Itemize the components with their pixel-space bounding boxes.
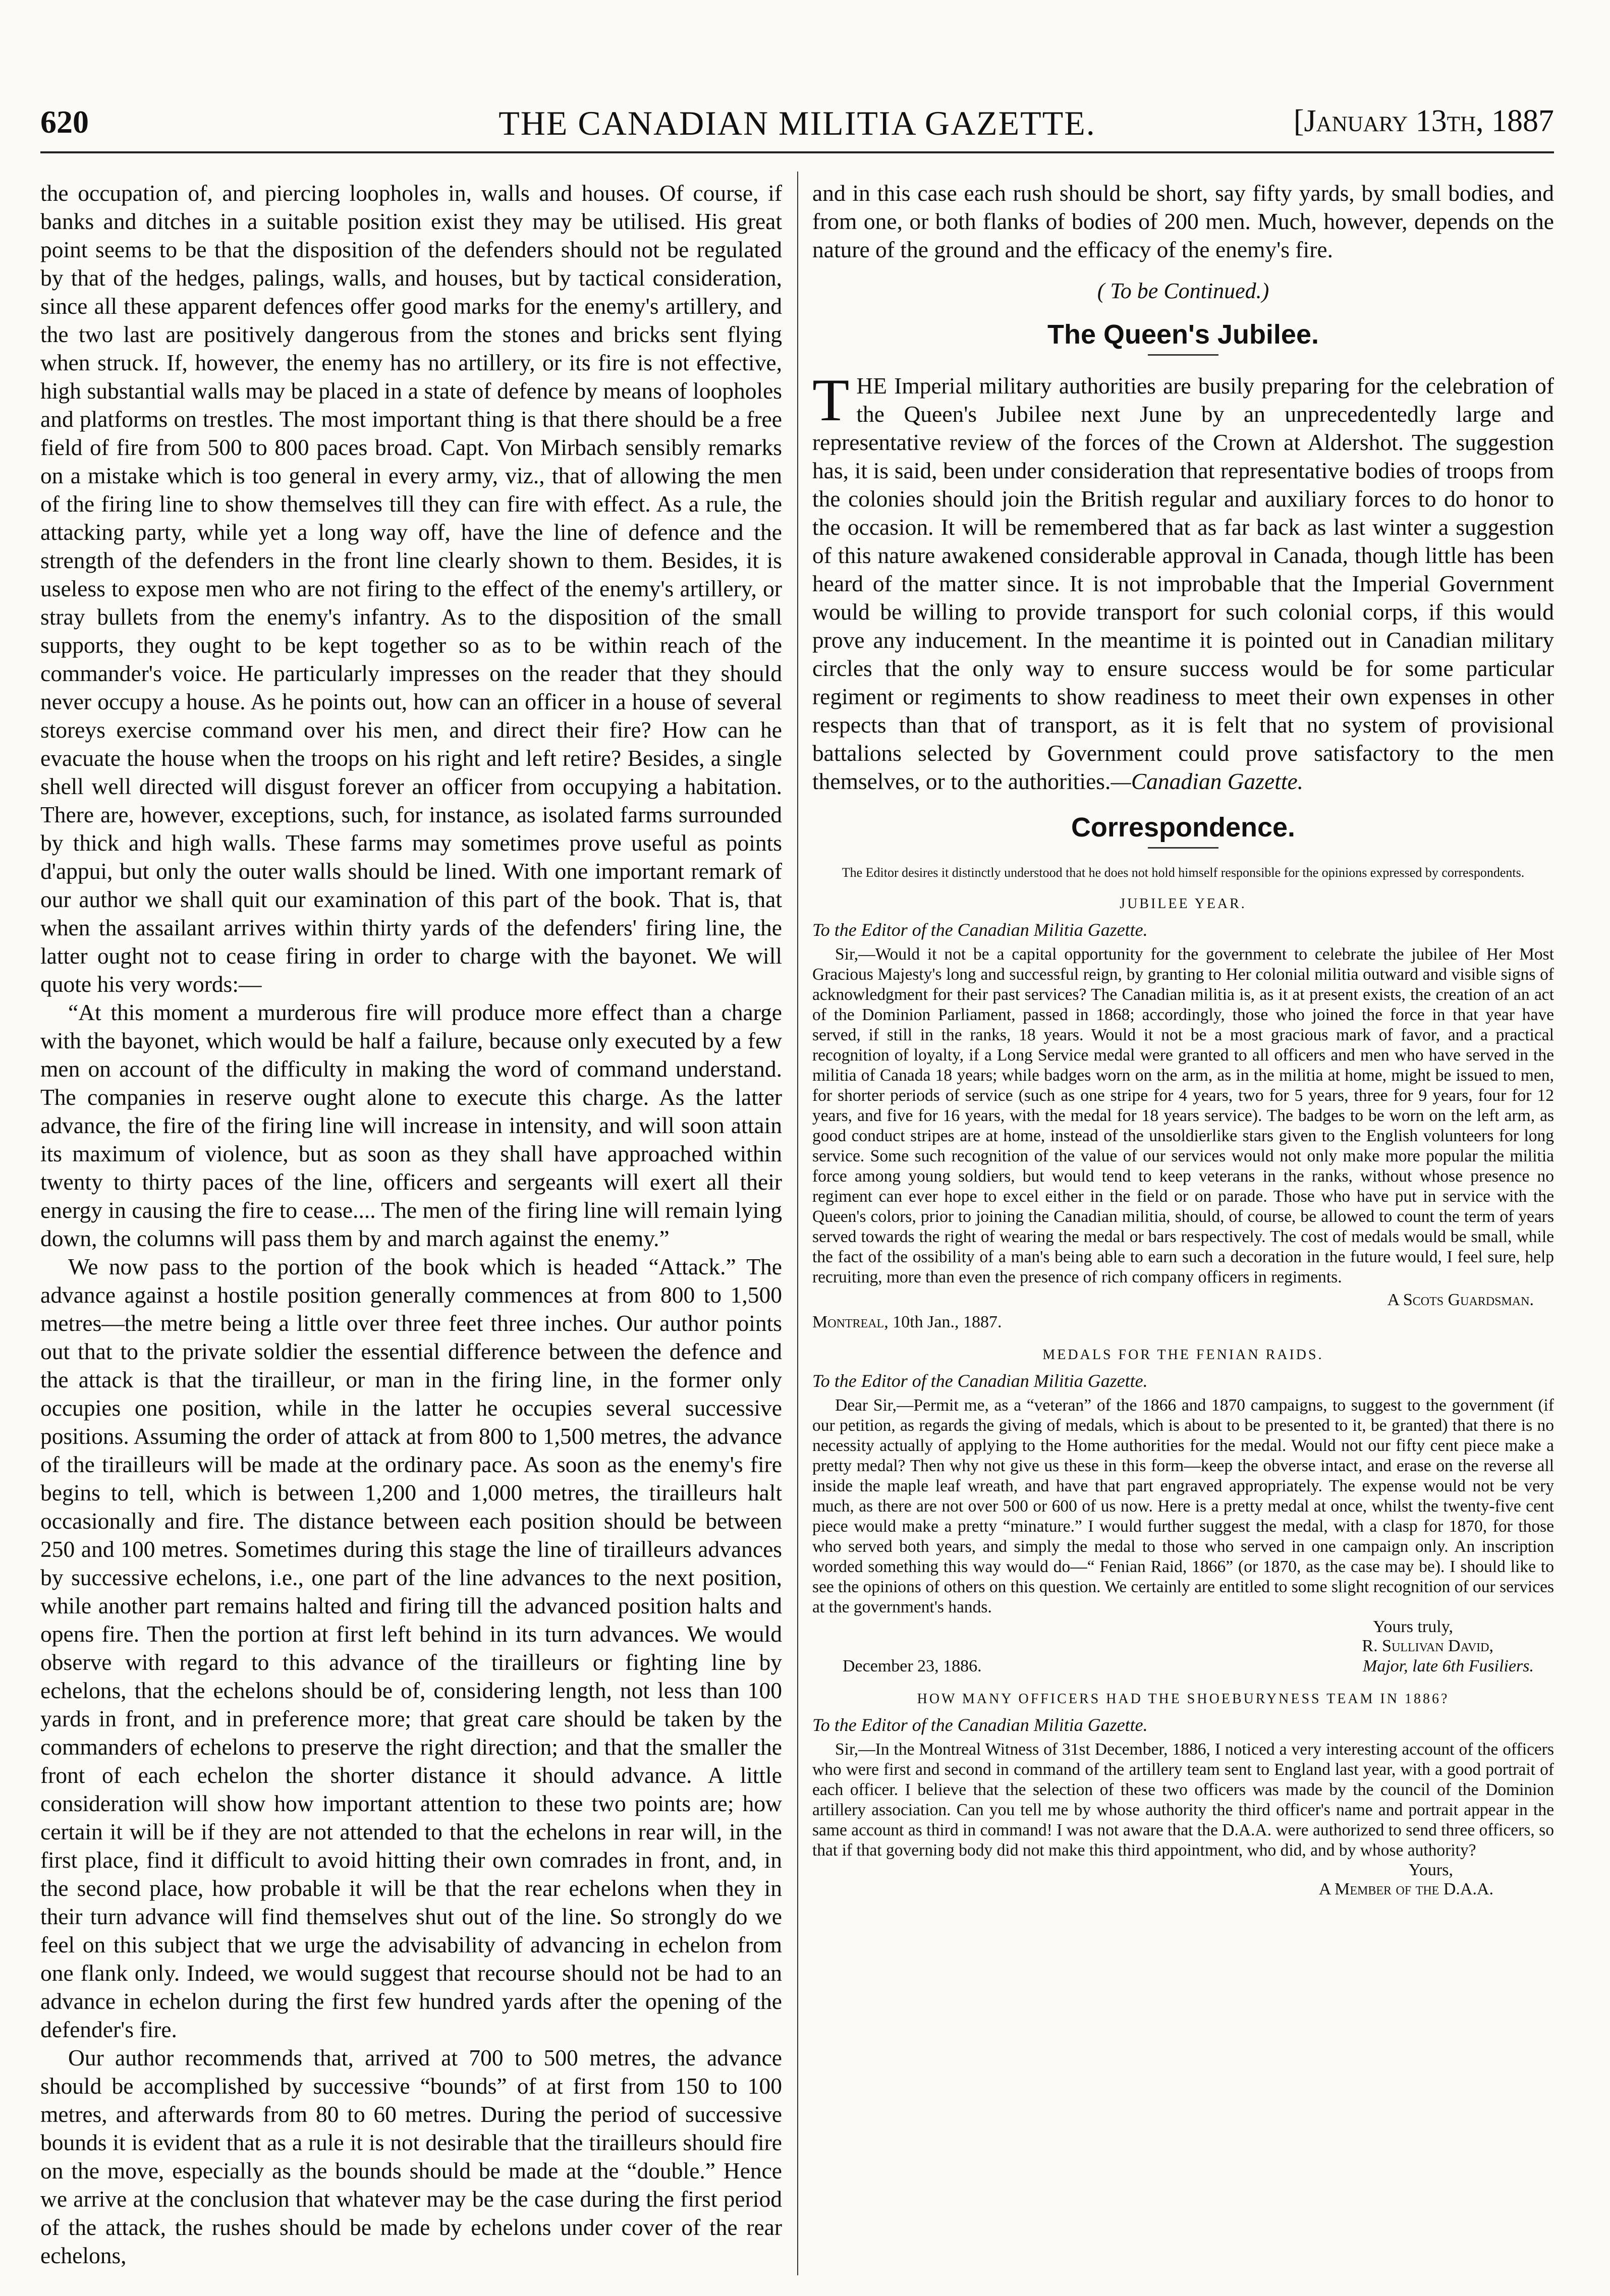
letter-subhead: MEDALS FOR THE FENIAN RAIDS. xyxy=(1042,1347,1324,1363)
letter-body: Dear Sir,—Permit me, as a “veteran” of the 1866 and 1870 campaigns, to suggest to the government (if our petition, as regards the giving of medals, which is about to be presented to it, be granted) that there is no necessity actually of applying to the Home authorities for the medal. Would not our fifty cent piece make a pretty medal? Then why not give us these in this form—keep the obverse intact, and erase on the reverse all inside the maple leaf wreath, and have that part engraved appropriately. The expense would not be very much, as there are not over 500 or 600 of us now. Here is a pretty medal at once, whilst the twenty-five cent piece would make a pretty “minature.” I would further suggest the medal, with a clasp for 1870, for those who served both years, and simply the medal to those who served in one campaign only. An inscription worded something this way would do—“ Fenian Raid, 1866” (or 1870, as the case may be). I should like to see the opinions of others on this question. We certainly are entitled to some slight recognition of our services at the government's hands. xyxy=(812,1396,1554,1616)
letter-signature: A Member of the D.A.A. xyxy=(1318,1880,1493,1898)
letter-subhead: HOW MANY OFFICERS HAD THE SHOEBURYNESS TEAM IN 1886? xyxy=(917,1691,1450,1707)
letter-addressee: To the Editor of the Canadian Militia Gazette. xyxy=(812,920,1148,940)
letter-jubilee-year xyxy=(812,896,1554,1332)
jubilee-article xyxy=(812,366,1554,796)
right-column xyxy=(812,179,1554,2278)
jubilee-source: —Canadian Gazette. xyxy=(1111,768,1304,794)
letter-place: Montreal, xyxy=(812,1313,889,1331)
letter-body: Sir,—In the Montreal Witness of 31st December, 1886, I noticed a very interesting account of the officers who were first and second in command of the artillery team sent to England last year, with a good portrait of each officer. I believe that the selection of these two officers was made by the council of the Dominion artillery association. Can you tell me by whose authority the third officer's name and portrait appear in the same account as third in command! I was not aware that the D.A.A. were authorized to send three officers, so that if that governing body did not make this third appointment, who did, and by whose authority? xyxy=(812,1740,1554,1860)
drop-cap: T xyxy=(812,366,850,433)
column-separator xyxy=(797,172,798,2275)
letter-addressee: To the Editor of the Canadian Militia Gazette. xyxy=(812,1715,1148,1735)
newspaper-title: THE CANADIAN MILITIA GAZETTE. xyxy=(498,104,1096,142)
header-rule xyxy=(40,151,1554,153)
letter-date-rank xyxy=(812,1657,1554,1676)
article-paragraph-1: the occupation of, and piercing loopholes in, walls and houses. Of course, if banks and ditches in a suitable position exist they may be utilised. His great point seems to be that the disposition of the defenders should not be regulated by that of the hedges, palings, walls, and houses, but by tactical consideration, since all these apparent defences offer good marks for the enemy's artillery, and the two last are positively dangerous from the stones and bricks sent flying when struck. If, however, the enemy has no artillery, or its fire is not effective, high substantial walls may be placed in a state of defence by means of loopholes and platforms on trestles. The most important thing is that there should be a free field of fire from 500 to 800 paces broad. Capt. Von Mirbach sensibly remarks on a mistake which is too general in every army, viz., that of allowing the men of the firing line to show themselves till they can fire with effect. As a rule, the attacking party, while yet a long way off, have the line of defence and the strength of the defenders in the front line clearly shown to them. Besides, it is useless to expose men who are not firing to the effect of the enemy's artillery, or stray bullets from the enemy's infantry. As to the disposition of the small supports, they ought to be kept together so as to be within reach of the commander's voice. He particularly impresses on the reader that they should never occupy a house. As he points out, how can an officer in a house of several storeys exercise command over his men, and direct their fire? How can he evacuate the house when the troops on his right and left retire? Besides, a single shell well directed will disgust forever an officer from occupying a habitation. There are, however, exceptions, such, for instance, as isolated farms surrounded by thick and high walls. These farms may sometimes prove useful as points d'appui, but only the outer walls should be lined. With one important remark of our author we shall quit our examination of this part of the book. That is, that when the assailant arrives within thirty yards of the defenders' firing line, the latter ought not to cease firing in order to charge with the bayonet. We will quote his very words:— xyxy=(40,180,782,997)
article-paragraph-attack: We now pass to the portion of the book which is headed “Attack.” The advance against a hostile position generally commences at from 800 to 1,500 metres—the metre being a little over three feet three inches. Our author points out that to the private soldier the essential difference between the defence and the attack is that the tirailleur, or man in the firing line, in the former only occupies one position, while in the latter he occupies several successive positions. Assuming the order of attack at from 800 to 1,500 metres, the advance of the tirailleurs will be made at the ordinary pace. As soon as the enemy's fire begins to tell, which is between 1,200 and 1,000 metres, the tirailleurs halt occasionally and fire. The distance between each position should be between 250 and 100 metres. Sometimes during this stage the line of tirailleurs advances by successive echelons, i.e., one part of the line advances to the next position, while another part remains halted and firing till the advanced position halts and opens fire. Then the portion at first left behind in its turn advances. We would observe with regard to this advance of the tirailleurs or fighting line by echelons, that the echelons should be of, considering length, not less than 100 yards in front, and in preference more; that great care should be taken by the commanders of echelons to preserve the right direction; and that the smaller the front of each echelon the shorter distance it should advance. A little consideration will show how important attention to these two points are; how certain it will be if they are not attended to that the echelons in rear will, in the first place, find it difficult to avoid hitting their own comrades in front, and, in the second place, how probable it will be that the rear echelons when they in their turn advance will find themselves shut out of the line. So strongly do we feel on this subject that we urge the advisability of advancing in echelon from one flank only. Indeed, we would suggest that recourse should not be had to an advance in echelon during the first few hundred yards after the opening of the defender's fire. xyxy=(40,1254,782,2042)
letter-shoeburyness xyxy=(812,1691,1554,1899)
letter-date: 10th Jan., 1887. xyxy=(893,1313,1002,1331)
letter-signature: A Scots Guardsman. xyxy=(1387,1291,1534,1309)
letter-body: Sir,—Would it not be a capital opportunity for the government to celebrate the jubilee of Her Most Gracious Majesty's long and successful reign, by granting to Her colonial militia outward and visible signs of acknowledgment for their past services? The Canadian militia is, as it at present exists, the creation of an act of the Dominion Parliament, passed in 1868; accordingly, those who joined the force in that year have served, if still in the ranks, 18 years. Would it not be a most gracious mark of favor, and a practical recognition of loyalty, if a Long Service medal were granted to all officers and men who have served in the militia of Canada 18 years; while badges worn on the arm, as in the militia at home, might be issued to men, for shorter periods of service (such as one stripe for 4 years, two for 5 years, three for 9 years, four for 12 years, and five for 16 years, with the medal for 18 years service). The badges to be worn on the left arm, as good conduct stripes are at home, instead of the unsoldierlike stars given to the English volunteers for long service. Some such recognition of the value of our services would not only make more popular the militia force among young soldiers, but would tend to keep veterans in the ranks, without whose presence no regiment can ever hope to excel either in the field or on parade. Those who have put in service with the Queen's colors, prior to joining the Canadian militia, should, of course, be allowed to count the term of years served towards the right of wearing the medal or bars respectively. The cost of medals would be small, while the fact of the ossibility of a man's being able to earn such a decoration in the future would, I feel sure, help recruiting, more than even the presence of rich company officers in regiments. xyxy=(812,945,1554,1286)
page-number: 620 xyxy=(40,104,89,140)
left-column xyxy=(40,179,782,2278)
article-quote: “At this moment a murderous fire will produce more effect than a charge with the bayonet, which would be half a failure, because only executed by a few men on account of the difficulty in making the word of command understand. The companies in reserve ought alone to execute this charge. As the latter advance, the fire of the firing line will increase in intensity, and will soon attain its maximum of violence, but as soon as they shall have approached within twenty to thirty paces of the line, officers and sergeants will exert all their energy in causing the fire to cease.... The men of the firing line will remain lying down, the columns will pass them by and march against the enemy.” xyxy=(40,999,782,1251)
jubilee-heading: The Queen's Jubilee. xyxy=(1047,319,1319,350)
page-header xyxy=(40,103,1554,144)
issue-date: [January 13th, 1887 xyxy=(1293,104,1554,138)
letter-rank: Major, late 6th Fusiliers. xyxy=(1362,1657,1534,1675)
correspondence-heading: Correspondence. xyxy=(1071,812,1296,843)
editor-disclaimer: The Editor desires it distinctly understood that he does not hold himself responsible for the opinions expressed by correspondents. xyxy=(842,865,1525,880)
article-continuation: and in this case each rush should be short, say fifty yards, by small bodies, and from one, or both flanks of bodies of 200 men. Much, however, depends on the nature of the ground and the efficacy of the enemy's fire. xyxy=(812,180,1554,262)
letter-place-date xyxy=(812,1313,1554,1332)
heading-rule xyxy=(1148,847,1218,849)
letter-date: December 23, 1886. xyxy=(843,1657,982,1675)
heading-rule xyxy=(1148,354,1218,356)
letter-fenian-raids xyxy=(812,1347,1554,1676)
letter-closing: Yours truly, xyxy=(1373,1617,1453,1636)
to-be-continued: ( To be Continued.) xyxy=(1097,278,1269,303)
letter-closing: Yours, xyxy=(1408,1861,1453,1879)
article-paragraph-bounds: Our author recommends that, arrived at 700 to 500 metres, the advance should be accomplished by successive “bounds” of at first from 150 to 100 metres, and afterwards from 80 to 60 metres. During the period of successive bounds it is evident that as a rule it is not desirable that the tirailleurs should fire on the move, especially as the bounds should be made at the “double.” Hence we arrive at the conclusion that whatever may be the case during the first period of the attack, the rushes should be made by echelons under cover of the rear echelons, xyxy=(40,2045,782,2268)
jubilee-body: HE Imperial military authorities are busily preparing for the celebration of the Queen's Jubilee next June by an unprecedentedly large and representative review of the forces of the Crown at Aldershot. The suggestion has, it is said, been under consideration that representative bodies of troops from the colonies should join the British regular and auxiliary forces to do honor to the occasion. It will be remembered that as far back as last winter a suggestion of this nature awakened considerable approval in Canada, though little has been heard of the matter since. It is not improbable that the Imperial Government would be willing to provide transport for such colonial corps, if this would prove any inducement. In the meantime it is pointed out in Canadian military circles that the only way to ensure success would be for some particular regiment or regiments to show readiness to meet their own expenses in other respects than that of transport, as it is felt that no system of provisional battalions selected by Government could prove satisfactory to the men themselves, or to the authorities. xyxy=(812,373,1554,794)
letter-signature: R. Sullivan David, xyxy=(1362,1637,1493,1655)
letter-subhead: JUBILEE YEAR. xyxy=(1120,896,1247,912)
letter-addressee: To the Editor of the Canadian Militia Gazette. xyxy=(812,1371,1148,1391)
